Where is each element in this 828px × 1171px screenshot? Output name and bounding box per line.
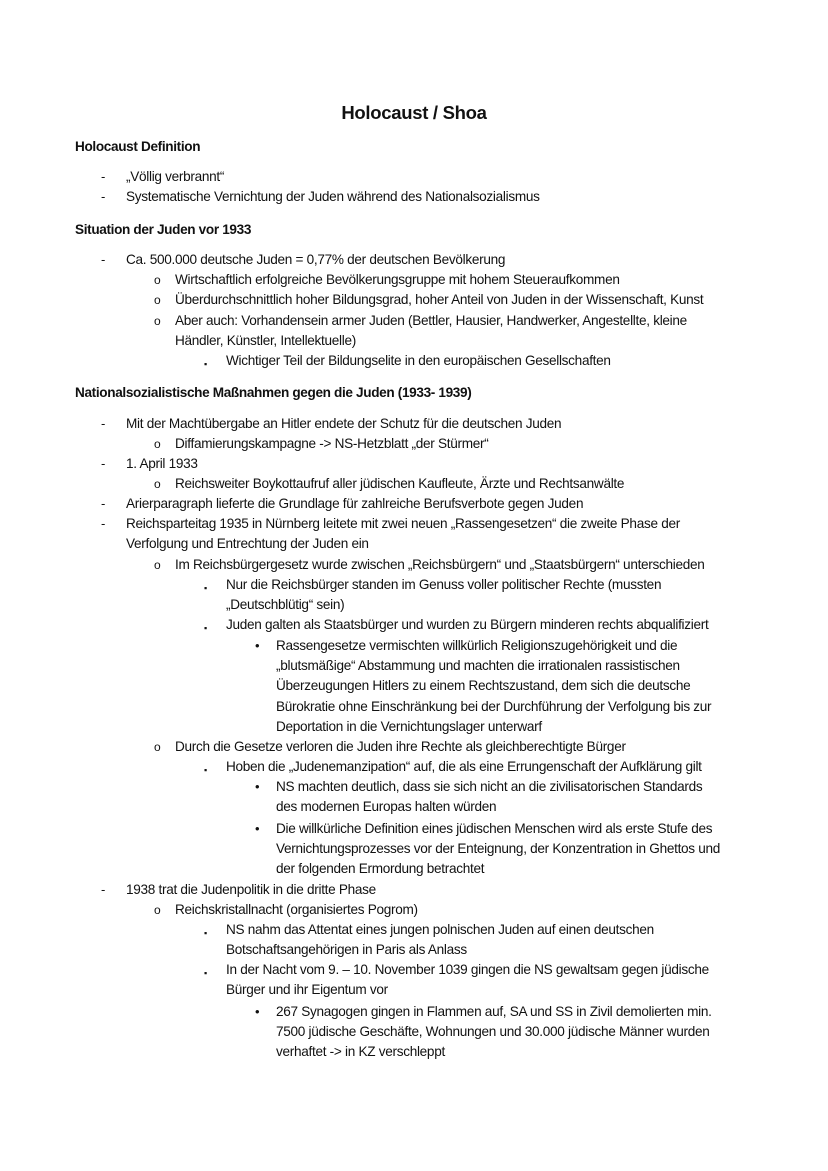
item-text: Im Reichsbürgergesetz wurde zwischen „Reichsbürgern“ und „Staatsbürgern“ unterschieden <box>175 557 705 572</box>
circle-bullet-icon: o <box>154 314 161 328</box>
square-bullet-icon: ▪ <box>204 765 207 775</box>
list-item <box>154 900 418 920</box>
circle-bullet-icon: o <box>154 477 161 491</box>
item-text: Reichsparteitag 1935 in Nürnberg leitete mit zwei neuen „Rassengesetzen“ die zweite Phase der <box>126 516 680 531</box>
item-text: 7500 jüdische Geschäfte, Wohnungen und 30.000 jüdische Männer wurden <box>276 1024 710 1040</box>
item-text: Überzeugungen Hitlers zu einem Rechtszustand, dem sich die deutsche <box>276 678 691 694</box>
dash-bullet-icon: - <box>101 189 106 204</box>
list-item <box>204 615 709 635</box>
item-text: Rassengesetze vermischten willkürlich Religionszugehörigkeit und die <box>276 638 678 653</box>
circle-bullet-icon: o <box>154 273 161 287</box>
item-text: Wichtiger Teil der Bildungselite in den europäischen Gesellschaften <box>226 353 611 368</box>
section-heading: Nationalsozialistische Maßnahmen gegen die Juden (1933- 1939) <box>75 385 472 400</box>
item-text: Systematische Vernichtung der Juden während des Nationalsozialismus <box>126 189 540 204</box>
circle-bullet-icon: o <box>154 558 161 572</box>
item-text: Wirtschaftlich erfolgreiche Bevölkerungsgruppe mit hohem Steueraufkommen <box>175 272 620 287</box>
item-text: Reichsweiter Boykottaufruf aller jüdischen Kaufleute, Ärzte und Rechtsanwälte <box>175 476 625 491</box>
item-text: Nur die Reichsbürger standen im Genuss voller politischer Rechte (mussten <box>226 577 662 592</box>
item-text: Mit der Machtübergabe an Hitler endete der Schutz für die deutschen Juden <box>126 416 562 431</box>
item-text: des modernen Europas halten würden <box>276 799 497 815</box>
square-bullet-icon: ▪ <box>204 968 207 978</box>
item-text: Bürokratie ohne Einschränkung bei der Durchführung der Verfolgung bis zur <box>276 698 712 714</box>
list-item <box>101 514 680 554</box>
item-text: der folgenden Ermordung betrachtet <box>276 861 485 877</box>
round-bullet-icon: • <box>255 638 260 653</box>
list-item <box>101 494 584 514</box>
square-bullet-icon: ▪ <box>204 359 207 369</box>
item-text: Arierparagraph lieferte die Grundlage für zahlreiche Berufsverbote gegen Juden <box>126 496 584 511</box>
square-bullet-icon: ▪ <box>204 928 207 938</box>
item-text: In der Nacht vom 9. – 10. November 1039 gingen die NS gewaltsam gegen jüdische <box>226 962 709 977</box>
dash-bullet-icon: - <box>101 416 106 431</box>
list-item <box>101 187 540 207</box>
item-text: „Völlig verbrannt“ <box>126 169 225 184</box>
item-text: 1. April 1933 <box>126 456 198 471</box>
dash-bullet-icon: - <box>101 496 106 511</box>
item-text: Botschaftsangehörigen in Paris als Anlass <box>226 942 467 958</box>
item-text: Deportation in die Vernichtungslager unterwarf <box>276 718 542 734</box>
item-text: Hoben die „Judenemanzipation“ auf, die als eine Errungenschaft der Aufklärung gilt <box>226 759 702 774</box>
item-text: Die willkürliche Definition eines jüdischen Menschen wird als erste Stufe des <box>276 821 713 836</box>
dash-bullet-icon: - <box>101 169 106 184</box>
square-bullet-icon: ▪ <box>204 583 207 593</box>
list-item <box>154 270 620 290</box>
item-text: Diffamierungskampagne -> NS-Hetzblatt „der Stürmer“ <box>175 436 489 451</box>
list-item <box>204 575 662 615</box>
item-text: Verfolgung und Entrechtung der Juden ein <box>126 536 369 552</box>
list-item <box>255 777 703 817</box>
round-bullet-icon: • <box>255 779 260 794</box>
list-item <box>204 920 654 960</box>
list-item <box>204 757 702 777</box>
dash-bullet-icon: - <box>101 456 106 471</box>
list-item <box>204 960 709 1000</box>
item-text: NS machten deutlich, dass sie sich nicht an die zivilisatorischen Standards <box>276 779 703 794</box>
item-text: Ca. 500.000 deutsche Juden = 0,77% der deutschen Bevölkerung <box>126 252 506 267</box>
round-bullet-icon: • <box>255 821 260 836</box>
document-title: Holocaust / Shoa <box>341 102 487 123</box>
item-text: Aber auch: Vorhandensein armer Juden (Bettler, Hausier, Handwerker, Angestellte, kleine <box>175 313 687 328</box>
list-item <box>154 555 705 575</box>
list-item <box>101 167 225 187</box>
item-text: „Deutschblütig“ sein) <box>226 597 345 613</box>
item-text: 1938 trat die Judenpolitik in die dritte Phase <box>126 882 376 897</box>
item-text: verhaftet -> in KZ verschleppt <box>276 1044 445 1060</box>
list-item <box>255 819 721 880</box>
item-text: NS nahm das Attentat eines jungen polnischen Juden auf einen deutschen <box>226 922 654 937</box>
item-text: Juden galten als Staatsbürger und wurden zu Bürgern minderen rechts abqualifiziert <box>226 617 709 632</box>
section-heading: Situation der Juden vor 1933 <box>75 222 252 237</box>
section-heading: Holocaust Definition <box>75 139 201 154</box>
dash-bullet-icon: - <box>101 882 106 897</box>
list-item <box>204 351 611 371</box>
list-item <box>154 737 626 757</box>
list-item <box>101 880 376 900</box>
list-item <box>101 250 506 270</box>
item-text: „blutsmäßige“ Abstammung und machten die irrationalen rassistischen <box>276 658 680 674</box>
dash-bullet-icon: - <box>101 252 106 267</box>
circle-bullet-icon: o <box>154 293 161 307</box>
item-text: Überdurchschnittlich hoher Bildungsgrad, hoher Anteil von Juden in der Wissenschaft, Kunst <box>175 292 704 307</box>
item-text: Bürger und ihr Eigentum vor <box>226 982 388 998</box>
list-item <box>154 311 687 351</box>
circle-bullet-icon: o <box>154 740 161 754</box>
item-text: Reichskristallnacht (organisiertes Pogrom) <box>175 902 418 917</box>
list-item <box>101 414 562 434</box>
item-text: Händler, Künstler, Intellektuelle) <box>175 333 356 349</box>
round-bullet-icon: • <box>255 1004 260 1019</box>
list-item <box>101 454 198 474</box>
circle-bullet-icon: o <box>154 903 161 917</box>
list-item <box>154 434 489 454</box>
item-text: 267 Synagogen gingen in Flammen auf, SA und SS in Zivil demolierten min. <box>276 1004 712 1019</box>
list-item <box>154 290 704 310</box>
list-item <box>255 1002 712 1063</box>
list-item <box>154 474 625 494</box>
list-item <box>255 636 712 737</box>
circle-bullet-icon: o <box>154 437 161 451</box>
dash-bullet-icon: - <box>101 516 106 531</box>
item-text: Durch die Gesetze verloren die Juden ihre Rechte als gleichberechtigte Bürger <box>175 739 626 754</box>
item-text: Vernichtungsprozesses vor der Enteignung, der Konzentration in Ghettos und <box>276 841 721 857</box>
square-bullet-icon: ▪ <box>204 623 207 633</box>
